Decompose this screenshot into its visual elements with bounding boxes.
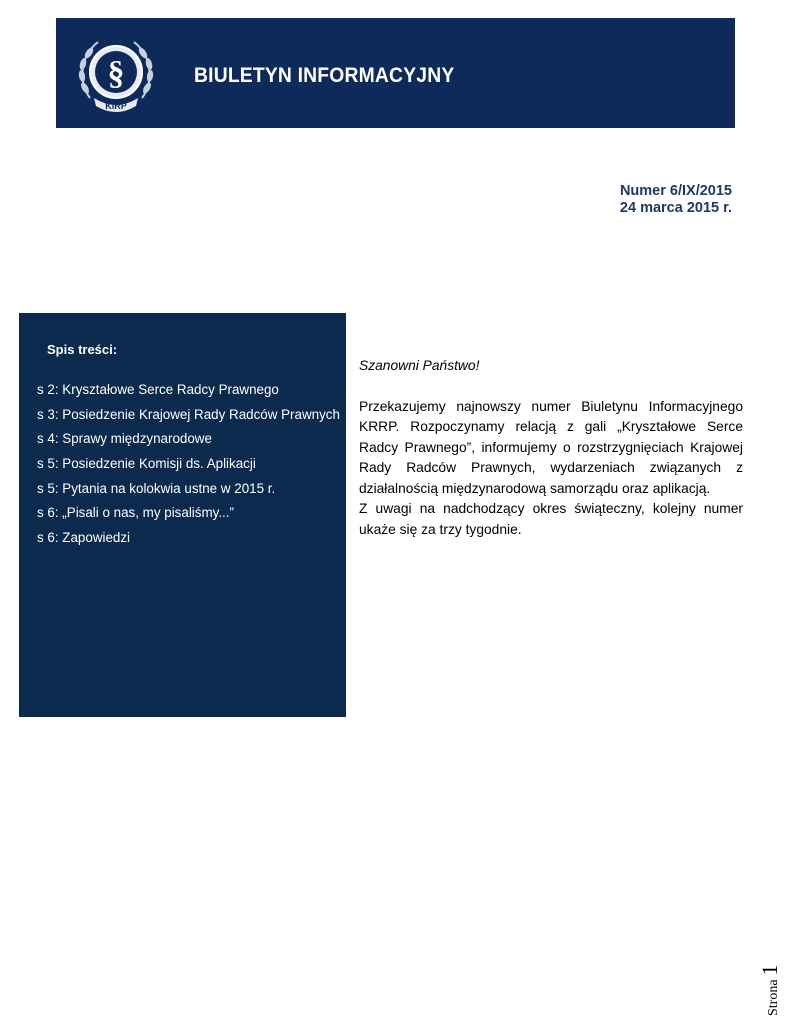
editorial-letter (359, 356, 743, 540)
toc-item[interactable]: s 6: „Pisali o nas, my pisaliśmy...” (37, 505, 234, 521)
logo-symbol: § (107, 55, 125, 92)
letter-greeting: Szanowni Państwo! (359, 358, 480, 373)
issue-info (620, 183, 732, 217)
toc-item[interactable]: s 5: Posiedzenie Komisji ds. Aplikacji (37, 456, 256, 472)
letter-paragraph-1: Przekazujemy najnowszy numer Biuletynu Informacyjnego KRRP. Rozpoczynamy relacją z gali „Kryształowe Serce Radcy Prawnego”, informujemy o rozstrzygnięciach Krajowej Rady Radców Prawnych, wydarzeniach związanych z działalnością międzynarodową samorządu oraz aplikacją. (359, 398, 743, 496)
toc-item[interactable]: s 3: Posiedzenie Krajowej Rady Radców Prawnych (37, 406, 340, 422)
toc-item[interactable]: s 5: Pytania na kolokwia ustne w 2015 r. (37, 480, 276, 496)
issue-number: Numer 6/IX/2015 (619, 183, 732, 199)
toc-list (37, 381, 342, 554)
toc-item[interactable]: s 6: Zapowiedzi (37, 530, 131, 546)
page-number: 1 (757, 964, 782, 976)
letter-paragraph-2: Z uwagi na nadchodzący okres świąteczny, kolejny numer ukaże się za trzy tygodnie. (359, 501, 743, 537)
toc-item[interactable]: s 4: Sprawy międzynarodowe (37, 431, 212, 447)
table-of-contents (19, 313, 346, 717)
kirp-logo-icon (76, 32, 156, 116)
toc-item[interactable]: s 2: Kryształowe Serce Radcy Prawnego (37, 382, 279, 397)
issue-date: 24 marca 2015 r. (619, 200, 732, 216)
toc-title: Spis treści: (47, 342, 118, 357)
page-footer (757, 952, 782, 1016)
page-label: Strona (766, 979, 781, 1016)
header-band (56, 18, 735, 128)
logo-text: KIRP (105, 101, 127, 111)
bulletin-title: BIULETYN INFORMACYJNY (194, 64, 455, 87)
